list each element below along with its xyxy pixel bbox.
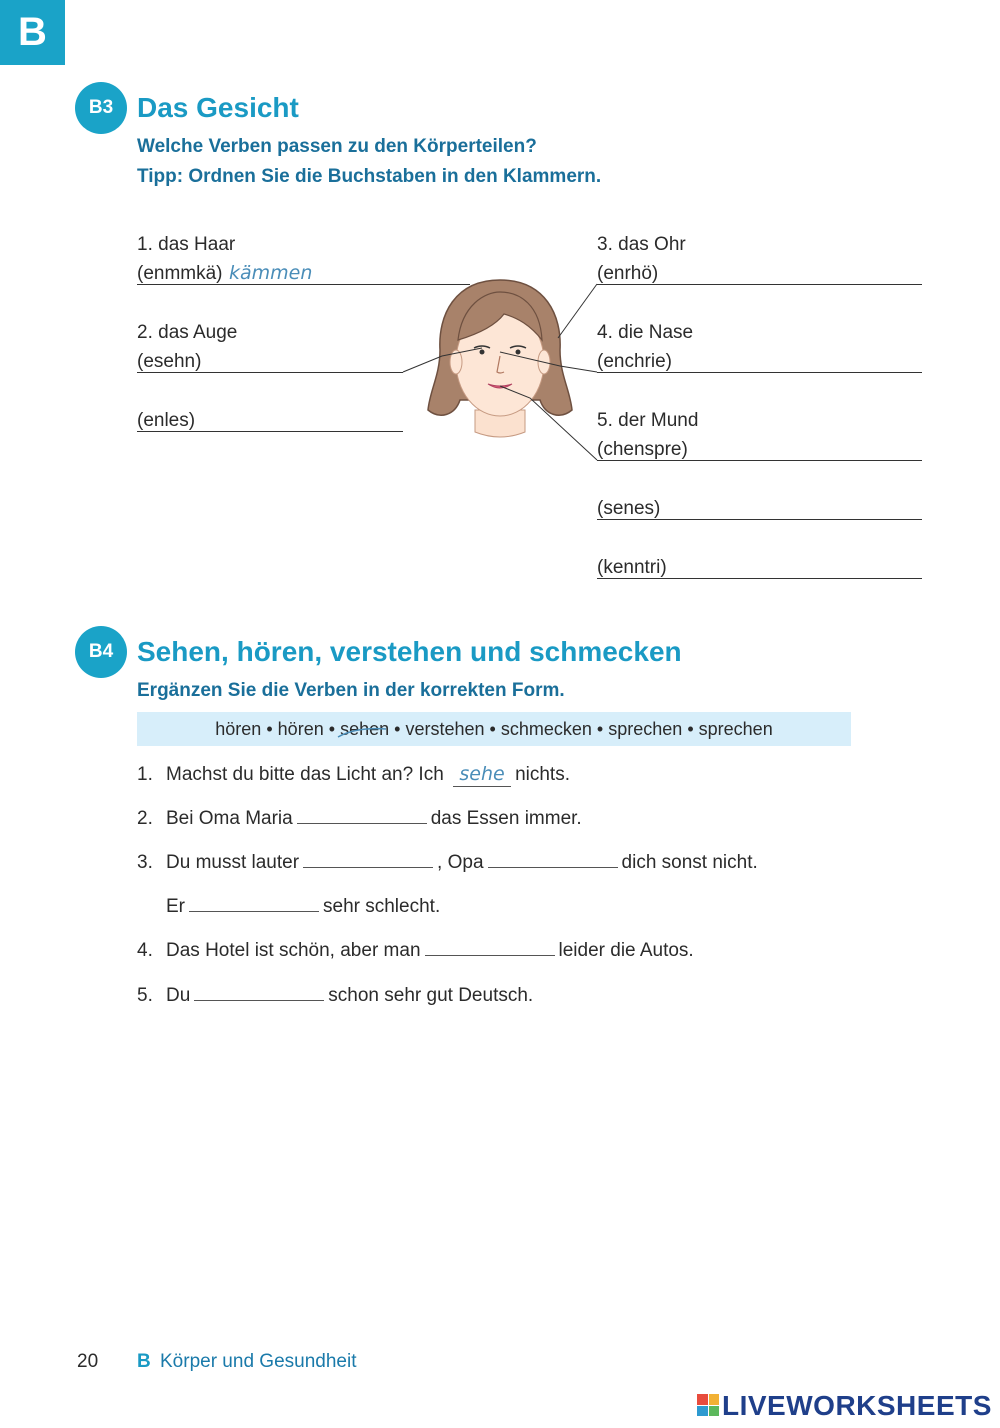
- label-nase: 4. die Nase: [597, 322, 694, 343]
- word: schmecken: [500, 718, 592, 739]
- sentence-number: 5.: [137, 985, 153, 1006]
- scramble-mund: (chenspre): [597, 439, 688, 460]
- scramble-auge-2: (enles): [137, 410, 196, 431]
- exercise-badge-b4: B4: [75, 626, 127, 678]
- sentence-number: 2.: [137, 808, 153, 829]
- answer-line-ohr[interactable]: [597, 284, 922, 285]
- sentence-text: Du musst lauter: [166, 852, 300, 873]
- separator: •: [394, 718, 401, 739]
- footer-chapter-letter: B: [137, 1351, 151, 1372]
- label-auge: 2. das Auge: [137, 322, 238, 343]
- answer-blank-3a[interactable]: [303, 851, 433, 868]
- answer-blank-2[interactable]: [297, 807, 427, 824]
- sentence-number: 1.: [137, 764, 153, 785]
- instruction-b3-2: Tipp: Ordnen Sie die Buchstaben in den Klammern.: [137, 166, 602, 187]
- scramble-nase: (enchrie): [597, 351, 672, 372]
- separator: •: [328, 718, 336, 739]
- answer-line-auge-2[interactable]: [137, 431, 403, 432]
- sentence-text: Das Hotel ist schön, aber man: [166, 940, 421, 961]
- exercise-title-b3: Das Gesicht: [137, 92, 299, 123]
- answer-blank-1[interactable]: [453, 763, 511, 787]
- sentence-text: sehr schlecht.: [323, 896, 441, 917]
- instruction-b4: Ergänzen Sie die Verben in der korrekten Form.: [137, 680, 565, 701]
- sentence-3: [137, 851, 758, 874]
- answer-line-mund[interactable]: [597, 460, 922, 461]
- word: hören: [215, 718, 262, 739]
- word: hören: [277, 718, 324, 739]
- sentence-text: leider die Autos.: [558, 940, 694, 961]
- scramble-ohr: (enrhö): [597, 263, 659, 284]
- strike-mark: [336, 725, 388, 739]
- word-crossed: sehen: [340, 719, 389, 740]
- sentence-text: dich sonst nicht.: [621, 852, 758, 873]
- scramble-auge: (esehn): [137, 351, 202, 372]
- word: sprechen: [608, 718, 683, 739]
- chapter-tab: B: [0, 0, 65, 65]
- label-mund: 5. der Mund: [597, 410, 699, 431]
- label-haar: 1. das Haar: [137, 234, 236, 255]
- sentence-text: Du: [166, 985, 191, 1006]
- sentence-number: 4.: [137, 940, 153, 961]
- exercise-title-b4: Sehen, hören, verstehen und schmecken: [137, 636, 682, 667]
- sentence-5: [137, 984, 533, 1007]
- sentence-4: [137, 939, 694, 962]
- liveworksheets-watermark[interactable]: LIVEWORKSHEETS: [722, 1390, 992, 1421]
- sentence-text: das Essen immer.: [430, 808, 582, 829]
- separator: •: [687, 718, 694, 739]
- answer-blank-3c[interactable]: [189, 895, 319, 912]
- exercise-badge-b3: B3: [75, 82, 127, 134]
- sentence-text: Machst du bitte das Licht an? Ich: [166, 764, 444, 785]
- answer-line-mund-2[interactable]: [597, 519, 922, 520]
- page-number: 20: [77, 1351, 99, 1372]
- label-ohr: 3. das Ohr: [597, 234, 686, 255]
- sentence-text: schon sehr gut Deutsch.: [328, 985, 534, 1006]
- answer-blank-4[interactable]: [425, 939, 555, 956]
- sentence-number: 3.: [137, 852, 153, 873]
- answer-haar[interactable]: kämmen: [229, 262, 313, 284]
- word: verstehen: [405, 718, 485, 739]
- answer-handwritten: sehe: [459, 763, 505, 785]
- liveworksheets-logo-icon: [697, 1394, 719, 1416]
- answer-blank-3b[interactable]: [488, 851, 618, 868]
- footer-chapter-title: Körper und Gesundheit: [160, 1351, 357, 1372]
- answer-line-auge[interactable]: [137, 372, 403, 373]
- separator: •: [489, 718, 496, 739]
- separator: •: [266, 718, 273, 739]
- sentence-text: Bei Oma Maria: [166, 808, 293, 829]
- answer-blank-5[interactable]: [194, 984, 324, 1001]
- answer-line-mund-3[interactable]: [597, 578, 922, 579]
- sentence-text: , Opa: [437, 852, 484, 873]
- scramble-mund-3: (kenntri): [597, 557, 667, 578]
- sentence-text: nichts.: [515, 764, 570, 785]
- word-box: [137, 712, 851, 746]
- word: sprechen: [698, 718, 773, 739]
- sentence-2: [137, 807, 582, 830]
- separator: •: [596, 718, 604, 739]
- scramble-mund-2: (senes): [597, 498, 661, 519]
- sentence-1: [137, 763, 570, 787]
- answer-line-nase[interactable]: [597, 372, 922, 373]
- instruction-b3-1: Welche Verben passen zu den Körperteilen?: [137, 136, 537, 157]
- leader-lines: [400, 270, 600, 470]
- sentence-text: Er: [166, 896, 185, 917]
- scramble-haar: (enmmkä): [137, 263, 223, 284]
- sentence-3-cont: [166, 895, 440, 918]
